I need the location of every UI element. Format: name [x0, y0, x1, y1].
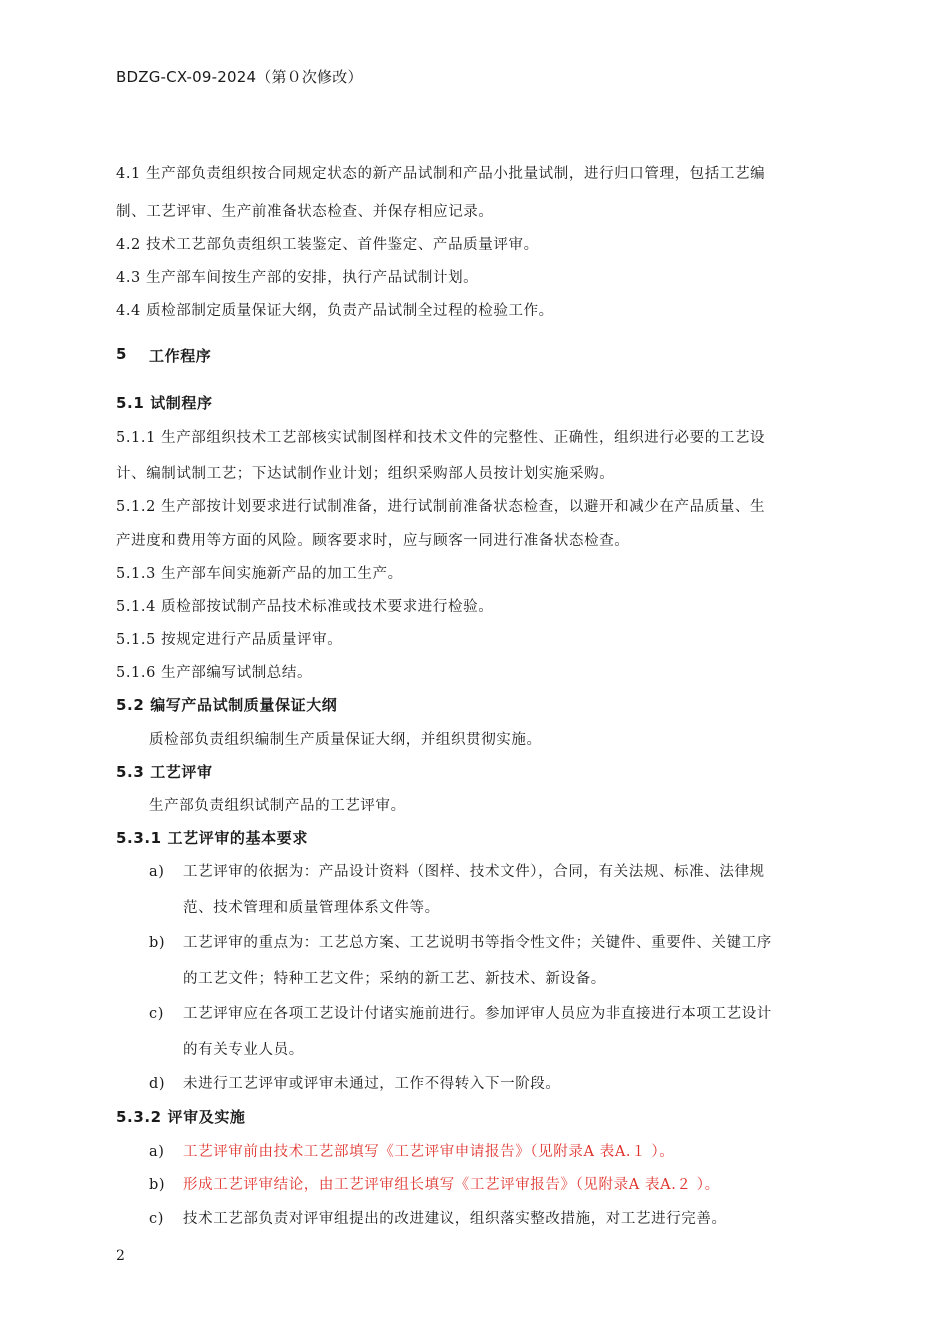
list-text: 工艺评审的依据为：产品设计资料（图样、技术文件），合同，有关法规、标准、法律规: [183, 864, 765, 880]
list-item-a: [149, 860, 765, 881]
clause-4-4: 4.4 质检部制定质量保证大纲，负责产品试制全过程的检验工作。: [116, 303, 554, 319]
section-5-3-body: 生产部负责组织试制产品的工艺评审。: [149, 798, 406, 814]
list-item-b-cont: 的工艺文件；特种工艺文件；采纳的新工艺、新技术、新设备。: [183, 971, 606, 987]
clause-4-2: 4.2 技术工艺部负责组织工装鉴定、首件鉴定、产品质量评审。: [116, 237, 539, 253]
list-item-c: [149, 1002, 772, 1023]
list-text: 未进行工艺评审或评审未通过，工作不得转入下一阶段。: [183, 1076, 561, 1092]
eval-item-c: [149, 1207, 727, 1228]
list-text: 技术工艺部负责对评审组提出的改进建议，组织落实整改措施，对工艺进行完善。: [183, 1211, 727, 1227]
list-item-b: [149, 931, 772, 952]
clause-5-1-1-line2: 计、编制试制工艺；下达试制作业计划；组织采购部人员按计划实施采购。: [116, 466, 615, 482]
eval-item-b: [149, 1173, 720, 1194]
section-5-3-heading: 5.3 工艺评审: [116, 763, 213, 781]
section-5-3-2-heading: 5.3.2 评审及实施: [116, 1108, 246, 1126]
clause-5-1-5: 5.1.5 按规定进行产品质量评审。: [116, 632, 343, 648]
list-item-d: [149, 1072, 561, 1093]
list-label: c): [149, 1006, 164, 1022]
section-5-number: 5: [116, 345, 128, 363]
page-number: 2: [116, 1248, 125, 1264]
clause-5-1-1-line1: 5.1.1 生产部组织技术工艺部核实试制图样和技术文件的完整性、正确性，组织进行必要的工艺设: [116, 430, 766, 446]
clause-4-1-line1: 4.1 生产部负责组织按合同规定状态的新产品试制和产品小批量试制，进行归口管理，包括工艺编: [116, 166, 766, 182]
section-5-title: 工作程序: [149, 347, 212, 365]
list-label: b): [149, 935, 166, 951]
clause-5-1-2-line2: 产进度和费用等方面的风险。顾客要求时，应与顾客一同进行准备状态检查。: [116, 533, 630, 549]
eval-item-a: [149, 1140, 674, 1161]
list-label: d): [149, 1076, 166, 1092]
list-text: 工艺评审的重点为：工艺总方案、工艺说明书等指令性文件；关键件、重要件、关键工序: [183, 935, 772, 951]
clause-5-1-3: 5.1.3 生产部车间实施新产品的加工生产。: [116, 566, 403, 582]
clause-4-3: 4.3 生产部车间按生产部的安排，执行产品试制计划。: [116, 270, 479, 286]
clause-4-1-line2: 制、工艺评审、生产前准备状态检查、并保存相应记录。: [116, 204, 494, 220]
list-label: a): [149, 1144, 165, 1160]
clause-5-1-2-line1: 5.1.2 生产部按计划要求进行试制准备，进行试制前准备状态检查，以避开和减少在产品质量、生: [116, 499, 766, 515]
section-5-3-1-heading: 5.3.1 工艺评审的基本要求: [116, 829, 308, 847]
clause-5-1-4: 5.1.4 质检部按试制产品技术标准或技术要求进行检验。: [116, 599, 494, 615]
section-5-2-body: 质检部负责组织编制生产质量保证大纲，并组织贯彻实施。: [149, 732, 542, 748]
list-item-c-cont: 的有关专业人员。: [183, 1042, 304, 1058]
list-text: 工艺评审应在各项工艺设计付诸实施前进行。参加评审人员应为非直接进行本项工艺设计: [183, 1006, 772, 1022]
clause-5-1-6: 5.1.6 生产部编写试制总结。: [116, 665, 313, 681]
list-text-highlighted: 工艺评审前由技术工艺部填写《工艺评审申请报告》（见附录A 表A.１ ）。: [183, 1144, 675, 1160]
section-5-2-heading: 5.2 编写产品试制质量保证大纲: [116, 696, 338, 714]
list-text-highlighted: 形成工艺评审结论，由工艺评审组长填写《工艺评审报告》（见附录A 表A.２ ）。: [183, 1177, 720, 1193]
list-label: c): [149, 1211, 164, 1227]
document-code-header: BDZG-CX-09-2024（第０次修改）: [116, 68, 363, 86]
section-5-1-heading: 5.1 试制程序: [116, 394, 213, 412]
list-label: a): [149, 864, 165, 880]
list-item-a-cont: 范、技术管理和质量管理体系文件等。: [183, 900, 440, 916]
list-label: b): [149, 1177, 166, 1193]
